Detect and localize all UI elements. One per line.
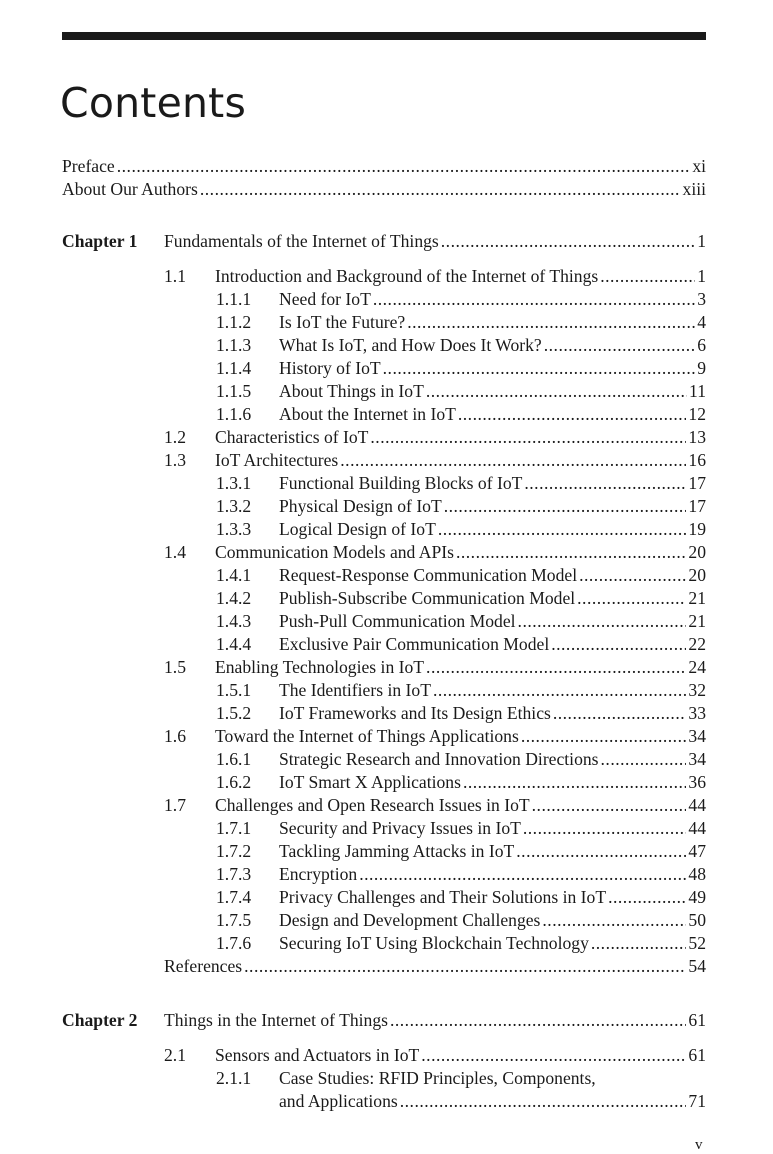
subsection-page: 17 bbox=[688, 496, 706, 516]
subsection-number: 1.7.4 bbox=[216, 887, 252, 907]
subsection-number: 1.4.1 bbox=[216, 565, 252, 585]
references-page: 54 bbox=[688, 956, 706, 976]
section-entry[interactable] bbox=[164, 541, 706, 563]
dot-leader bbox=[373, 288, 695, 310]
subsection-page: 21 bbox=[688, 611, 706, 631]
dot-leader bbox=[444, 495, 687, 517]
subsection-title: Push-Pull Communication Model bbox=[279, 611, 516, 631]
subsection-title: Securing IoT Using Blockchain Technology bbox=[279, 933, 589, 953]
subsection-entry[interactable] bbox=[216, 472, 706, 494]
subsection-continuation-entry[interactable] bbox=[279, 1090, 706, 1112]
dot-leader bbox=[200, 178, 681, 200]
dot-leader bbox=[523, 817, 687, 839]
subsection-title: Encryption bbox=[279, 864, 358, 884]
subsection-page: 12 bbox=[688, 404, 706, 424]
section-entry[interactable] bbox=[164, 449, 706, 471]
dot-leader bbox=[390, 1009, 686, 1031]
section-entry[interactable] bbox=[164, 426, 706, 448]
subsection-number: 1.4.4 bbox=[216, 634, 252, 654]
front-matter-page: xiii bbox=[682, 179, 706, 199]
section-page: 16 bbox=[688, 450, 706, 470]
dot-leader bbox=[421, 1044, 686, 1066]
subsection-page: 49 bbox=[688, 887, 706, 907]
subsection-number: 1.7.6 bbox=[216, 933, 252, 953]
dot-leader bbox=[551, 633, 686, 655]
subsection-entry[interactable] bbox=[216, 518, 706, 540]
subsection-entry[interactable] bbox=[216, 840, 706, 862]
subsection-title: Security and Privacy Issues in IoT bbox=[279, 818, 521, 838]
subsection-title: Need for IoT bbox=[279, 289, 371, 309]
dot-leader bbox=[359, 863, 686, 885]
subsection-title: Functional Building Blocks of IoT bbox=[279, 473, 523, 493]
subsection-entry[interactable] bbox=[216, 679, 706, 701]
subsection-page: 32 bbox=[688, 680, 706, 700]
dot-leader bbox=[438, 518, 687, 540]
section-page: 44 bbox=[688, 795, 706, 815]
subsection-entry[interactable] bbox=[216, 863, 706, 885]
front-matter-title: Preface bbox=[62, 156, 115, 176]
chapter-page: 61 bbox=[688, 1010, 706, 1030]
subsection-entry[interactable] bbox=[216, 886, 706, 908]
dot-leader bbox=[426, 656, 686, 678]
subsection-number: 1.3.2 bbox=[216, 496, 252, 516]
subsection-page: 3 bbox=[697, 289, 706, 309]
chapter-number: Chapter 1 bbox=[62, 231, 138, 251]
section-number: 1.7 bbox=[164, 795, 186, 815]
front-matter-entry[interactable] bbox=[62, 178, 706, 200]
section-entry[interactable] bbox=[164, 725, 706, 747]
page-title: Contents bbox=[60, 79, 247, 127]
section-entry[interactable] bbox=[164, 265, 706, 287]
subsection-title: About Things in IoT bbox=[279, 381, 424, 401]
subsection-title: Is IoT the Future? bbox=[279, 312, 406, 332]
subsection-page: 21 bbox=[688, 588, 706, 608]
subsection-number: 1.1.4 bbox=[216, 358, 252, 378]
subsection-title: History of IoT bbox=[279, 358, 381, 378]
subsection-title: Privacy Challenges and Their Solutions in IoT bbox=[279, 887, 607, 907]
dot-leader bbox=[608, 886, 686, 908]
subsection-number: 1.5.1 bbox=[216, 680, 252, 700]
subsection-entry[interactable] bbox=[216, 748, 706, 770]
dot-leader bbox=[456, 541, 686, 563]
subsection-title: Case Studies: RFID Principles, Components, bbox=[279, 1068, 596, 1088]
dot-leader bbox=[542, 909, 686, 931]
dot-leader bbox=[370, 426, 686, 448]
subsection-entry[interactable] bbox=[216, 357, 706, 379]
subsection-page: 9 bbox=[697, 358, 706, 378]
subsection-entry[interactable] bbox=[216, 288, 706, 310]
dot-leader bbox=[600, 265, 695, 287]
subsection-entry[interactable] bbox=[216, 771, 706, 793]
chapter-title: Fundamentals of the Internet of Things bbox=[164, 231, 439, 251]
dot-leader bbox=[516, 840, 686, 862]
subsection-page: 44 bbox=[688, 818, 706, 838]
section-page: 1 bbox=[697, 266, 706, 286]
section-title: Enabling Technologies in IoT bbox=[215, 657, 425, 677]
section-number: 1.6 bbox=[164, 726, 186, 746]
subsection-entry[interactable] bbox=[216, 817, 706, 839]
subsection-title: IoT Frameworks and Its Design Ethics bbox=[279, 703, 551, 723]
subsection-title: IoT Smart X Applications bbox=[279, 772, 461, 792]
subsection-number: 1.7.1 bbox=[216, 818, 252, 838]
dot-leader bbox=[458, 403, 687, 425]
subsection-page: 20 bbox=[688, 565, 706, 585]
subsection-entry[interactable] bbox=[216, 1067, 706, 1089]
dot-leader bbox=[591, 932, 687, 954]
subsection-page: 52 bbox=[688, 933, 706, 953]
dot-leader bbox=[544, 334, 695, 356]
dot-leader bbox=[244, 955, 686, 977]
subsection-number: 1.1.2 bbox=[216, 312, 252, 332]
section-entry[interactable] bbox=[164, 1044, 706, 1066]
section-entry[interactable] bbox=[164, 794, 706, 816]
references-title: References bbox=[164, 956, 243, 976]
subsection-page: 22 bbox=[688, 634, 706, 654]
subsection-entry[interactable] bbox=[216, 403, 706, 425]
subsection-page: 48 bbox=[688, 864, 706, 884]
subsection-page: 36 bbox=[688, 772, 706, 792]
subsection-entry[interactable] bbox=[216, 495, 706, 517]
dot-leader bbox=[524, 472, 686, 494]
section-number: 2.1 bbox=[164, 1045, 186, 1065]
dot-leader bbox=[340, 449, 686, 471]
dot-leader bbox=[579, 564, 686, 586]
section-number: 1.4 bbox=[164, 542, 186, 562]
section-title: Introduction and Background of the Internet of Things bbox=[215, 266, 599, 286]
subsection-title: Logical Design of IoT bbox=[279, 519, 436, 539]
chapter-title: Things in the Internet of Things bbox=[164, 1010, 388, 1030]
section-title: Challenges and Open Research Issues in IoT bbox=[215, 795, 530, 815]
subsection-entry[interactable] bbox=[216, 380, 706, 402]
section-page: 34 bbox=[688, 726, 706, 746]
subsection-page: 6 bbox=[697, 335, 706, 355]
dot-leader bbox=[601, 748, 687, 770]
subsection-page: 17 bbox=[688, 473, 706, 493]
section-number: 1.2 bbox=[164, 427, 186, 447]
subsection-continuation-title: and Applications bbox=[279, 1091, 398, 1111]
subsection-entry[interactable] bbox=[216, 564, 706, 586]
subsection-entry[interactable] bbox=[216, 909, 706, 931]
subsection-entry[interactable] bbox=[216, 702, 706, 724]
dot-leader bbox=[532, 794, 687, 816]
section-number: 1.5 bbox=[164, 657, 186, 677]
subsection-number: 1.7.2 bbox=[216, 841, 252, 861]
dot-leader bbox=[518, 610, 687, 632]
subsection-number: 1.7.5 bbox=[216, 910, 252, 930]
section-page: 20 bbox=[688, 542, 706, 562]
front-matter-page: xi bbox=[692, 156, 706, 176]
section-title: Toward the Internet of Things Applications bbox=[215, 726, 519, 746]
subsection-title: Tackling Jamming Attacks in IoT bbox=[279, 841, 515, 861]
subsection-entry[interactable] bbox=[216, 311, 706, 333]
dot-leader bbox=[441, 230, 695, 252]
subsection-number: 1.1.5 bbox=[216, 381, 252, 401]
dot-leader bbox=[400, 1090, 687, 1112]
subsection-title: Physical Design of IoT bbox=[279, 496, 442, 516]
subsection-page: 50 bbox=[688, 910, 706, 930]
section-page: 24 bbox=[688, 657, 706, 677]
subsection-title: Strategic Research and Innovation Directions bbox=[279, 749, 599, 769]
subsection-title: About the Internet in IoT bbox=[279, 404, 456, 424]
subsection-entry[interactable] bbox=[216, 932, 706, 954]
references-entry[interactable] bbox=[164, 955, 706, 977]
dot-leader bbox=[407, 311, 695, 333]
page-number: v bbox=[695, 1137, 703, 1153]
subsection-title: The Identifiers in IoT bbox=[279, 680, 431, 700]
subsection-number: 1.1.1 bbox=[216, 289, 252, 309]
subsection-title: Publish-Subscribe Communication Model bbox=[279, 588, 576, 608]
subsection-title: Exclusive Pair Communication Model bbox=[279, 634, 550, 654]
section-title: IoT Architectures bbox=[215, 450, 339, 470]
subsection-number: 1.4.3 bbox=[216, 611, 252, 631]
subsection-title: Request-Response Communication Model bbox=[279, 565, 578, 585]
chapter-entry[interactable] bbox=[62, 230, 706, 252]
dot-leader bbox=[521, 725, 687, 747]
subsection-entry[interactable] bbox=[216, 633, 706, 655]
subsection-page: 47 bbox=[688, 841, 706, 861]
chapter-entry[interactable] bbox=[62, 1009, 706, 1031]
subsection-number: 1.3.1 bbox=[216, 473, 252, 493]
section-page: 13 bbox=[688, 427, 706, 447]
subsection-page: 34 bbox=[688, 749, 706, 769]
section-entry[interactable] bbox=[164, 656, 706, 678]
dot-leader bbox=[463, 771, 686, 793]
subsection-number: 1.3.3 bbox=[216, 519, 252, 539]
subsection-entry[interactable] bbox=[216, 334, 706, 356]
subsection-number: 1.1.3 bbox=[216, 335, 252, 355]
subsection-number: 1.6.2 bbox=[216, 772, 252, 792]
subsection-title: Design and Development Challenges bbox=[279, 910, 541, 930]
subsection-number: 1.6.1 bbox=[216, 749, 252, 769]
section-title: Communication Models and APIs bbox=[215, 542, 454, 562]
subsection-entry[interactable] bbox=[216, 587, 706, 609]
subsection-entry[interactable] bbox=[216, 610, 706, 632]
subsection-page: 33 bbox=[688, 703, 706, 723]
subsection-number: 1.5.2 bbox=[216, 703, 252, 723]
subsection-page: 11 bbox=[689, 381, 706, 401]
dot-leader bbox=[553, 702, 687, 724]
section-title: Sensors and Actuators in IoT bbox=[215, 1045, 420, 1065]
dot-leader bbox=[426, 380, 687, 402]
subsection-page: 19 bbox=[688, 519, 706, 539]
dot-leader bbox=[383, 357, 696, 379]
dot-leader bbox=[433, 679, 686, 701]
section-number: 1.1 bbox=[164, 266, 186, 286]
subsection-number: 1.1.6 bbox=[216, 404, 252, 424]
subsection-number: 1.7.3 bbox=[216, 864, 252, 884]
chapter-page: 1 bbox=[697, 231, 706, 251]
subsection-number: 2.1.1 bbox=[216, 1068, 252, 1088]
subsection-continuation-page: 71 bbox=[688, 1091, 706, 1111]
section-page: 61 bbox=[688, 1045, 706, 1065]
subsection-number: 1.4.2 bbox=[216, 588, 252, 608]
dot-leader bbox=[117, 155, 691, 177]
subsection-page: 4 bbox=[697, 312, 706, 332]
section-title: Characteristics of IoT bbox=[215, 427, 369, 447]
front-matter-entry[interactable] bbox=[62, 155, 706, 177]
section-number: 1.3 bbox=[164, 450, 186, 470]
front-matter-title: About Our Authors bbox=[62, 179, 198, 199]
dot-leader bbox=[577, 587, 686, 609]
subsection-title: What Is IoT, and How Does It Work? bbox=[279, 335, 542, 355]
chapter-number: Chapter 2 bbox=[62, 1010, 138, 1030]
